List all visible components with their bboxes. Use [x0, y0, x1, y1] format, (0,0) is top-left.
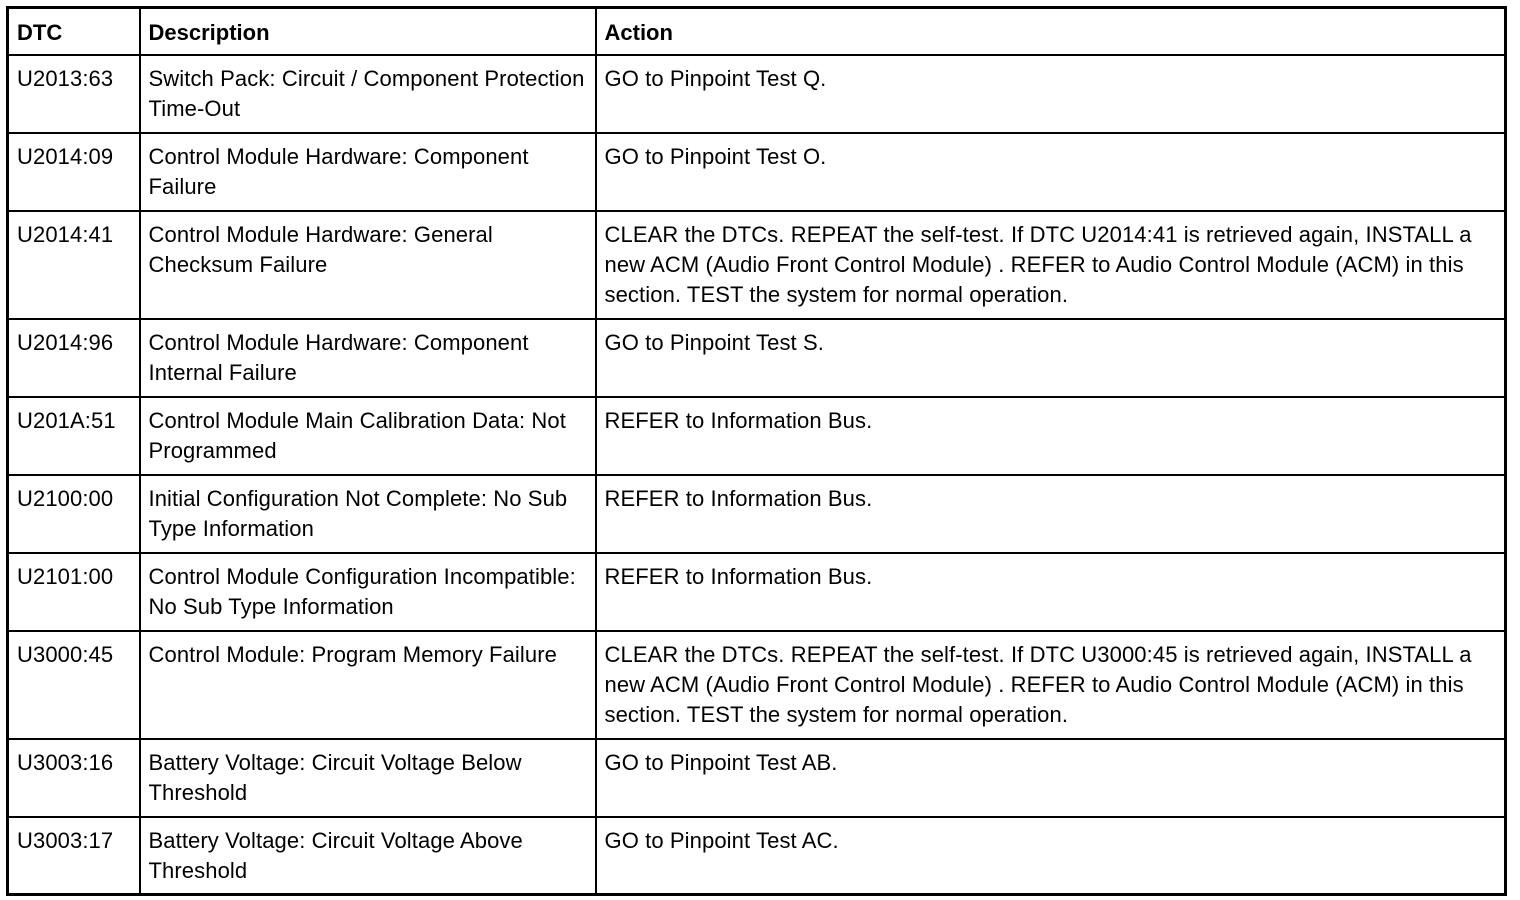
table-row [8, 475, 1506, 553]
header-row [8, 8, 1506, 55]
table-header [8, 8, 1506, 55]
cell-action: REFER to Information Bus. [596, 475, 1506, 553]
header-action: Action [596, 8, 1506, 55]
cell-description: Initial Configuration Not Complete: No Sub Type Information [140, 475, 596, 553]
cell-description: Control Module Hardware: General Checksum Failure [140, 211, 596, 319]
cell-action: GO to Pinpoint Test O. [596, 133, 1506, 211]
table-row [8, 817, 1506, 895]
table-row [8, 211, 1506, 319]
table-body [8, 55, 1506, 895]
table-row [8, 553, 1506, 631]
table-row [8, 133, 1506, 211]
cell-dtc: U2013:63 [8, 55, 140, 133]
cell-dtc: U2014:41 [8, 211, 140, 319]
cell-description: Control Module Hardware: Component Failure [140, 133, 596, 211]
cell-dtc: U2101:00 [8, 553, 140, 631]
table-row [8, 739, 1506, 817]
cell-description: Control Module Configuration Incompatible: No Sub Type Information [140, 553, 596, 631]
cell-dtc: U3003:16 [8, 739, 140, 817]
cell-description: Control Module: Program Memory Failure [140, 631, 596, 739]
cell-action: CLEAR the DTCs. REPEAT the self-test. If DTC U2014:41 is retrieved again, INSTALL a new ACM (Audio Front Control Module) . REFER to Audio Control Module (ACM) in this section. TEST the system for normal operation. [596, 211, 1506, 319]
header-dtc: DTC [8, 8, 140, 55]
header-description: Description [140, 8, 596, 55]
cell-description: Switch Pack: Circuit / Component Protection Time-Out [140, 55, 596, 133]
cell-dtc: U2014:09 [8, 133, 140, 211]
cell-dtc: U3003:17 [8, 817, 140, 895]
dtc-table [6, 6, 1507, 896]
cell-action: GO to Pinpoint Test Q. [596, 55, 1506, 133]
cell-action: GO to Pinpoint Test S. [596, 319, 1506, 397]
cell-dtc: U2014:96 [8, 319, 140, 397]
table-row [8, 319, 1506, 397]
cell-dtc: U201A:51 [8, 397, 140, 475]
cell-description: Battery Voltage: Circuit Voltage Above Threshold [140, 817, 596, 895]
cell-action: GO to Pinpoint Test AB. [596, 739, 1506, 817]
table-row [8, 397, 1506, 475]
cell-description: Battery Voltage: Circuit Voltage Below Threshold [140, 739, 596, 817]
cell-description: Control Module Hardware: Component Internal Failure [140, 319, 596, 397]
cell-action: CLEAR the DTCs. REPEAT the self-test. If DTC U3000:45 is retrieved again, INSTALL a new ACM (Audio Front Control Module) . REFER to Audio Control Module (ACM) in this section. TEST the system for normal operation. [596, 631, 1506, 739]
cell-description: Control Module Main Calibration Data: Not Programmed [140, 397, 596, 475]
table-row [8, 55, 1506, 133]
cell-action: REFER to Information Bus. [596, 553, 1506, 631]
cell-dtc: U3000:45 [8, 631, 140, 739]
cell-action: REFER to Information Bus. [596, 397, 1506, 475]
table-row [8, 631, 1506, 739]
cell-action: GO to Pinpoint Test AC. [596, 817, 1506, 895]
cell-dtc: U2100:00 [8, 475, 140, 553]
